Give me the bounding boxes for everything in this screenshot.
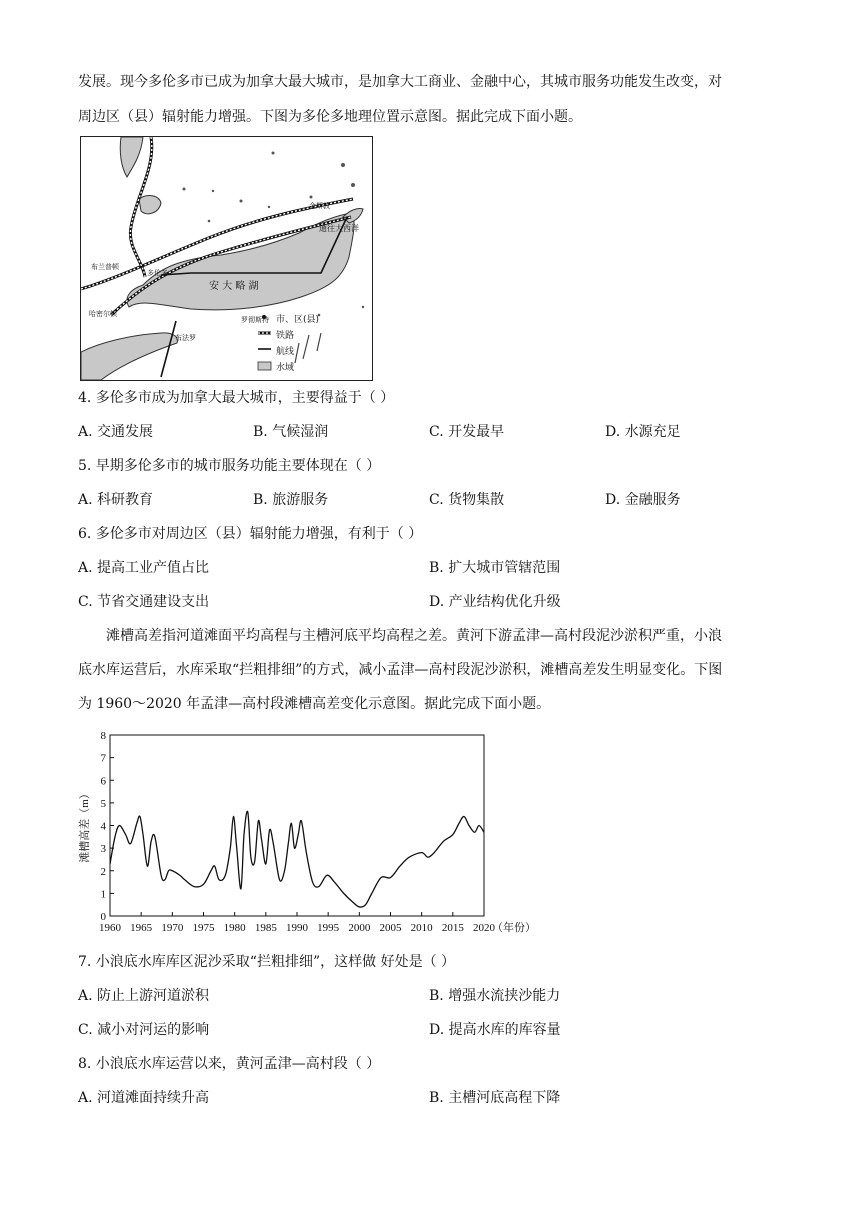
x-tick-label: 1980 [223,922,246,934]
label-lake: 安 大 略 湖 [209,281,259,292]
map-drawing [81,137,372,380]
y-tick-label: 1 [100,888,106,901]
label-rochester: 罗彻斯特 [241,316,269,324]
legend-water: 水域 [276,363,295,373]
q5-option-b: B. 旅游服务 [253,492,329,508]
y-tick-label: 0 [100,911,106,923]
question-6-stem: 6. 多伦多市对周边区（县）辐射能力增强，有利于（ ） [78,526,423,542]
x-tick-label: 1985 [254,922,277,934]
passage2-line1: 滩槽高差指河道滩面平均高程与主槽河底平均高程之差。黄河下游孟津—高村段泥沙淤积严重，小浪 [106,628,722,644]
x-tick-label: 2000 [348,922,371,934]
x-tick-label: 2010 [410,922,433,934]
question-4-stem: 4. 多伦多市成为加拿大最大城市，主要得益于（ ） [78,390,395,406]
x-tick-label: 1995 [317,922,340,934]
passage1-line1: 发展。现今多伦多市已成为加拿大最大城市，是加拿大工商业、金融中心，其城市服务功能发生改变，对 [78,74,722,90]
passage1-line2: 周边区（县）辐射能力增强。下图为多伦多地理位置示意图。据此完成下面小题。 [78,109,582,125]
label-brampton: 布兰普顿 [91,263,119,271]
x-tick-label: 2015 [441,922,464,934]
legend-city: 市、区(县) [276,315,320,325]
question-5-stem: 5. 早期多伦多市的城市服务功能主要体现在（ ） [78,458,381,474]
passage2-line3: 为 1960～2020 年孟津—高村段滩槽高差变化示意图。据此完成下面小题。 [78,696,551,712]
x-tick-label: 1975 [192,922,215,934]
label-buffalo: 布法罗 [175,334,196,342]
plot-frame [110,735,484,916]
toronto-location-map [80,136,373,381]
q4-option-a: A. 交通发展 [78,424,154,440]
q4-option-b: B. 气候湿润 [253,424,329,440]
y-tick-label: 6 [100,775,106,788]
q8-option-a: A. 河道滩面持续升高 [78,1090,210,1106]
label-hamilton: 哈密尔顿 [89,310,117,318]
q8-option-b: B. 主槽河底高程下降 [429,1090,561,1106]
q6-option-b: B. 扩大城市管辖范围 [429,560,561,576]
x-tick-label: 2005 [379,922,402,934]
x-tick-label: 1990 [286,922,308,934]
passage2-line2: 底水库运营后，水库采取“拦粗排细”的方式，减小孟津—高村段泥沙淤积，滩槽高差发生明显变化。下图 [78,662,723,678]
q7-option-c: C. 减小对河运的影响 [78,1022,210,1038]
q4-option-c: C. 开发最早 [429,424,505,440]
y-tick-label: 3 [100,843,106,856]
label-toronto: 多伦多 [147,269,168,277]
q6-option-a: A. 提高工业产值占比 [78,560,210,576]
y-tick-label: 5 [100,797,106,810]
small-lake [139,196,161,214]
q7-option-a: A. 防止上游河道淤积 [78,988,210,1004]
q5-option-a: A. 科研教育 [78,492,154,508]
q4-option-d: D. 水源充足 [605,424,681,440]
legend-shipping: 航线 [276,347,295,357]
data-series-line [110,811,484,907]
y-tick-label: 4 [100,820,106,833]
q7-option-b: B. 增强水流挟沙能力 [429,988,561,1004]
q6-option-d: D. 产业结构优化升级 [429,594,561,610]
x-tick-label: 2020 [473,922,495,934]
q5-option-d: D. 金融服务 [605,492,681,508]
x-tick-label: 1960 [99,922,121,934]
label-atlantic: 通往大西洋 [319,224,359,233]
x-axis-label: （年份） [492,922,536,934]
bay-water [120,137,143,177]
q5-option-c: C. 货物集散 [429,492,505,508]
question-7-stem: 7. 小浪底水库库区泥沙采取“拦粗排细”，这样做 好处是（ ） [78,954,456,970]
q6-option-c: C. 节省交通建设支出 [78,594,210,610]
y-axis-label: 滩槽高差（m） [79,788,91,863]
y-tick-label: 2 [100,865,106,878]
question-8-stem: 8. 小浪底水库运营以来，黄河孟津—高村段（ ） [78,1056,381,1072]
lake-erie [81,333,177,380]
x-tick-label: 1965 [130,922,153,934]
x-tick-label: 1970 [161,922,184,934]
y-tick-label: 8 [100,730,106,742]
legend-railway: 铁路 [276,331,295,341]
chart-svg [74,720,554,940]
bank-channel-chart [74,720,554,940]
q7-option-d: D. 提高水库的库容量 [429,1022,561,1038]
label-kingston: 金斯敦 [309,202,330,210]
y-tick-label: 7 [100,752,106,765]
